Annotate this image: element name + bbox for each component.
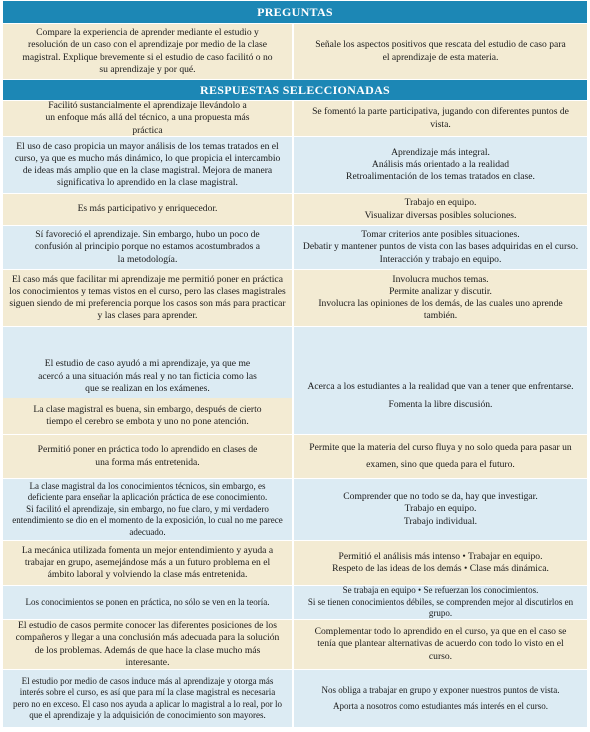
table-row	[3, 478, 587, 540]
table-row	[3, 225, 587, 269]
answer-text: Complementar todo lo aprendido en el curso, ya que en el caso se tenía que plantear alternativas de acuerdo con todo lo visto en el curso.	[314, 626, 567, 662]
answer-text: Nos obliga a trabajar en grupo y exponer nuestros puntos de vista.	[321, 685, 560, 696]
answer-left	[3, 620, 294, 669]
answer-text: La mecánica utilizada fomenta un mejor entendimiento y ayuda a trabajar en grupo, asemejándose más a un futuro problema en el ámbito laboral y volviendo la clase más entretenida.	[21, 544, 274, 581]
answer-text: El estudio de caso ayudó a mi aprendizaje, ya que me acercó a una situación más real y no tan ficticia como las que se realizan en los exámenes.	[38, 358, 257, 394]
answer-right	[294, 435, 587, 478]
answer-text: Aporta a nosotros como estudiantes más interés en el curso.	[333, 700, 548, 711]
answer-left	[3, 194, 294, 225]
answer-text: Interacción y trabajo en equipo.	[379, 253, 502, 265]
answer-left	[3, 435, 294, 478]
answer-left	[3, 586, 294, 619]
answer-text: Permitió el análisis más intenso • Trabajar en equipo.	[338, 550, 543, 562]
answer-text: Acerca a los estudiantes a la realidad que van a tener que enfrentarse.	[307, 380, 574, 392]
answer-text: Se trabaja en equipo • Se refuerzan los conocimientos.	[342, 585, 539, 596]
table-row	[3, 100, 587, 136]
answer-text: El estudio de casos permite conocer las diferentes posiciones de los compañeros y llegar a una conclusión más adecuada para la solución de los problemas. Además de que hace la clase mucho más interesante.	[15, 620, 280, 668]
answer-text: Comprender que no todo se da, hay que investigar.	[343, 491, 538, 503]
answer-text: La clase magistral da los conocimientos técnicos, sin embargo, es deficiente para enseñar la aplicación práctica de ese conocimiento.	[27, 480, 268, 503]
answer-text: Permitió poner en práctica todo lo aprendido en clases de una forma más entretenida.	[37, 444, 258, 468]
answer-left	[3, 270, 294, 326]
answer-right	[294, 226, 587, 269]
question-left: Compare la experiencia de aprender mediante el estudio y resolución de un caso con el aprendizaje por medio de la clase magistral. Explique brevemente si el estudio de caso facilitó o no su aprendizaje y por qué.	[3, 24, 294, 79]
answer-text: Facilitó sustancialmente el aprendizaje llevándolo a un enfoque más allá del técnico, a una propuesta más práctica	[45, 100, 250, 136]
answer-right	[294, 137, 587, 193]
table-row	[3, 669, 587, 727]
answer-right	[294, 620, 587, 669]
answer-text: Los conocimientos se ponen en práctica, no sólo se ven en la teoría.	[25, 596, 270, 607]
answer-text: Permite que la materia del curso fluya y no solo queda para pasar un	[309, 441, 572, 453]
answer-text: Tomar criterios ante posibles situaciones.	[361, 229, 520, 241]
answer-right	[294, 194, 587, 225]
answer-right	[294, 327, 587, 398]
table-row	[3, 136, 587, 193]
table-row	[3, 434, 587, 478]
answer-right	[294, 270, 587, 326]
answer-text: El estudio por medio de casos induce más al aprendizaje y otorga más interés sobre el curso, es así que para mí la clase magistral es necesaria pero no en exceso. El caso nos ayuda a aplicar lo magistral a lo real, por lo que el aprendizaje y la adquisición de conocimiento son mayores.	[13, 675, 282, 720]
answer-right	[294, 670, 587, 727]
answer-left	[3, 327, 294, 398]
answer-left	[3, 541, 294, 585]
answer-text: Trabajo individual.	[403, 515, 478, 527]
question-row	[3, 23, 587, 79]
table-row	[3, 585, 587, 619]
answer-text: examen, sino que queda para el futuro.	[366, 459, 515, 470]
respuestas-header: RESPUESTAS SELECCIONADAS	[3, 80, 587, 100]
answer-text: Se fomentó la parte participativa, jugando con diferentes puntos de vista.	[312, 106, 569, 130]
answer-text: Análisis más orientado a la realidad	[371, 158, 510, 170]
answer-text: Involucra muchos temas.	[392, 273, 489, 285]
answer-left	[3, 398, 294, 434]
table-row	[3, 398, 587, 434]
answer-text: Involucra las opiniones de los demás, de las cuales uno aprende también.	[318, 298, 563, 322]
answer-text: Si se tienen conocimientos débiles, se comprenden mejor al discutirlos en grupo.	[307, 596, 574, 619]
answer-text: Trabajo en equipo.	[404, 197, 477, 209]
answer-left	[3, 670, 294, 727]
answer-left	[3, 101, 294, 136]
answer-text: Debatir y mantener puntos de vista con las bases adquiridas en el curso.	[302, 241, 579, 253]
table-row	[3, 269, 587, 326]
answer-text: El caso más que facilitar mi aprendizaje me permitió poner en práctica los conocimientos y temas vistos en el curso, pero las clases magistrales siguen siendo de mi preferencia porque los casos son más para practicar y las clases para aprender.	[9, 273, 286, 322]
answer-text: Si facilitó el aprendizaje, sin embargo, no fue claro, y mi verdadero entendimiento se dio en el momento de la exposición, lo cual no me parece adecuado.	[12, 503, 283, 537]
table-row	[3, 326, 587, 398]
table-row	[3, 540, 587, 585]
answer-text: Es más participativo y enriquecedor.	[77, 203, 218, 215]
answer-text: Fomenta la libre discusión.	[388, 399, 493, 410]
answer-text: El uso de caso propicia un mayor análisis de los temas tratados en el curso, ya que es mucho más dinámico, lo que propicia el intercambio de ideas más amplio que en la clase magistral. Mejora de manera significativa lo aprendido en la clase magistral.	[14, 140, 281, 189]
answer-text: Permite analizar y discutir.	[389, 285, 492, 297]
answer-left	[3, 137, 294, 193]
answer-text: Visualizar diversas posibles soluciones.	[364, 209, 517, 221]
preguntas-header: PREGUNTAS	[3, 1, 587, 23]
table-row	[3, 193, 587, 225]
table-row	[3, 619, 587, 669]
answer-text: Aprendizaje más integral.	[391, 146, 490, 158]
answer-right	[294, 541, 587, 585]
answer-right	[294, 398, 587, 434]
answer-left	[3, 226, 294, 269]
answer-text: Trabajo en equipo.	[404, 503, 477, 515]
answer-left	[3, 479, 294, 540]
answer-right	[294, 101, 587, 136]
answer-text: Retroalimentación de los temas tratados en clase.	[346, 171, 535, 183]
question-right: Señale los aspectos positivos que rescata del estudio de caso para el aprendizaje de esta materia.	[294, 24, 587, 79]
answer-right	[294, 586, 587, 619]
answer-right	[294, 479, 587, 540]
answer-text: La clase magistral es buena, sin embargo, después de cierto tiempo el cerebro se embota y uno no pone atención.	[33, 403, 262, 427]
answer-text: Sí favoreció el aprendizaje. Sin embargo, hubo un poco de confusión al principio porque no estamos acostumbrados a la metodología.	[34, 229, 261, 265]
answer-text: Respeto de las ideas de los demás • Clase más dinámica.	[332, 563, 549, 574]
